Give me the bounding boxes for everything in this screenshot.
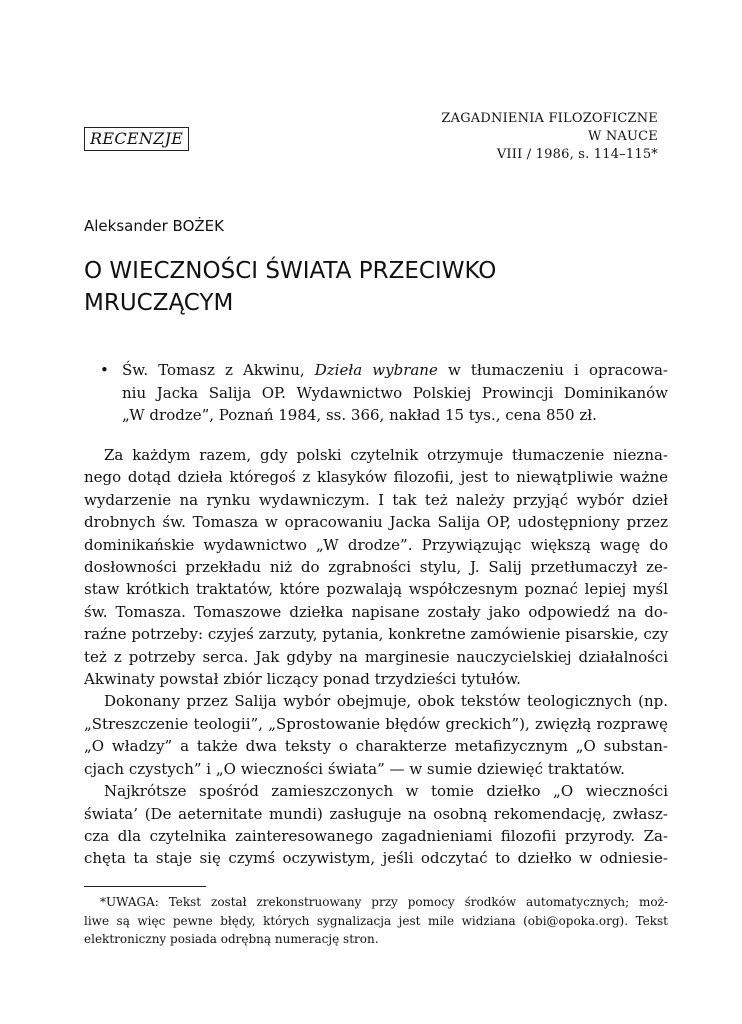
- text-line: drobnych św. Tomasza w opracowaniu Jacka Salija OP, udostępniony przez: [84, 513, 668, 532]
- paragraph: [84, 444, 668, 690]
- text-line: świata’ (De aeternitate mundi) zasługuje na osobną rekomendację, zwłasz-: [84, 804, 668, 823]
- text-line: raźne potrzeby: czyjeś zarzuty, pytania, konkretne zamówienie pisarskie, czy: [84, 625, 669, 644]
- bibliography-line: niu Jacka Salija OP. Wydawnictwo Polskiej Prowincji Dominikanów: [122, 383, 668, 402]
- article-title: O WIECZNOŚCI ŚWIATA PRZECIWKO MRUCZĄCYM: [84, 258, 497, 316]
- journal-volume: VIII / 1986, s. 114–115*: [496, 147, 658, 162]
- paragraph: [84, 690, 668, 780]
- bibliography-entry: [100, 359, 668, 427]
- text-line: chęta ta staje się czymś oczywistym, jeśli odczytać to dziełko w odniesie-: [84, 849, 668, 868]
- section-tag: RECENZJE: [84, 127, 189, 151]
- text-line: Za każdym razem, gdy polski czytelnik otrzymuje tłumaczenie niezna-: [104, 446, 668, 464]
- text-line: cza dla czytelnika zainteresowanego zagadnieniami filozofii przyrody. Za-: [84, 826, 668, 845]
- text-line: św. Tomasza. Tomaszowe dziełka napisane zostały jako odpowiedź na do-: [84, 602, 668, 621]
- journal-subtitle: W NAUCE: [587, 129, 658, 144]
- text-line: nego dotąd dzieła któregoś z klasyków filozofii, jest to niewątpliwie ważne: [84, 468, 668, 487]
- footnote-divider: [84, 886, 206, 887]
- author-name: Aleksander BOŻEK: [84, 217, 224, 235]
- text-line: Najkrótsze spośród zamieszczonych w tomie dziełko „O wieczności: [104, 782, 668, 801]
- text-line: Akwinaty powstał zbiór liczący ponad trzydzieści tytułów.: [84, 670, 521, 689]
- footnote: [84, 893, 668, 949]
- footnote-line: *UWAGA: Tekst został zrekonstruowany przy pomocy środków automatycznych; moż-: [100, 895, 668, 909]
- text-line: „O władzy” a także dwa teksty o charakterze metafizycznym „O substan-: [84, 737, 668, 756]
- text-line: wydarzenie na rynku wydawniczym. I tak też należy przyjąć wybór dzieł: [84, 490, 668, 509]
- article-body: [84, 444, 668, 870]
- journal-name: ZAGADNIENIA FILOZOFICZNE: [441, 111, 658, 126]
- text-line: cjach czystych” i „O wieczności świata” — w sumie dziewięć traktatów.: [84, 759, 625, 778]
- text-line: też z potrzeby serca. Jak gdyby na marginesie nauczycielskiej działalności: [84, 647, 668, 666]
- journal-info: [441, 110, 658, 164]
- paragraph: [84, 780, 668, 870]
- text-line: staw krótkich traktatów, które pozwalają współczesnym poznać lepiej myśl: [84, 580, 668, 599]
- text-line: „Streszczenie teologii”, „Sprostowanie błędów greckich”), zwięzłą rozprawę: [84, 714, 668, 733]
- bibliography-line: Św. Tomasz z Akwinu, Dzieła wybrane w tłumaczeniu i opracowa-: [122, 361, 668, 379]
- text-line: Dokonany przez Salija wybór obejmuje, obok tekstów teologicznych (np.: [104, 692, 668, 711]
- bullet-icon: •: [100, 361, 109, 379]
- footnote-line: liwe są więc pewne błędy, których sygnalizacja jest mile widziana (obi@opoka.org). Tekst: [84, 913, 668, 928]
- text-line: dosłowności przekładu niż do zgrabności stylu, J. Salij przetłumaczył ze-: [84, 558, 668, 577]
- book-title: Dzieła wybrane: [314, 361, 438, 379]
- text-line: dominikańskie wydawnictwo „W drodze”. Przywiązując większą wagę do: [84, 535, 668, 554]
- bibliography-line: „W drodze”, Poznań 1984, ss. 366, nakład 15 tys., cena 850 zł.: [122, 406, 597, 424]
- footnote-line: elektroniczny posiada odrębną numerację stron.: [84, 932, 379, 946]
